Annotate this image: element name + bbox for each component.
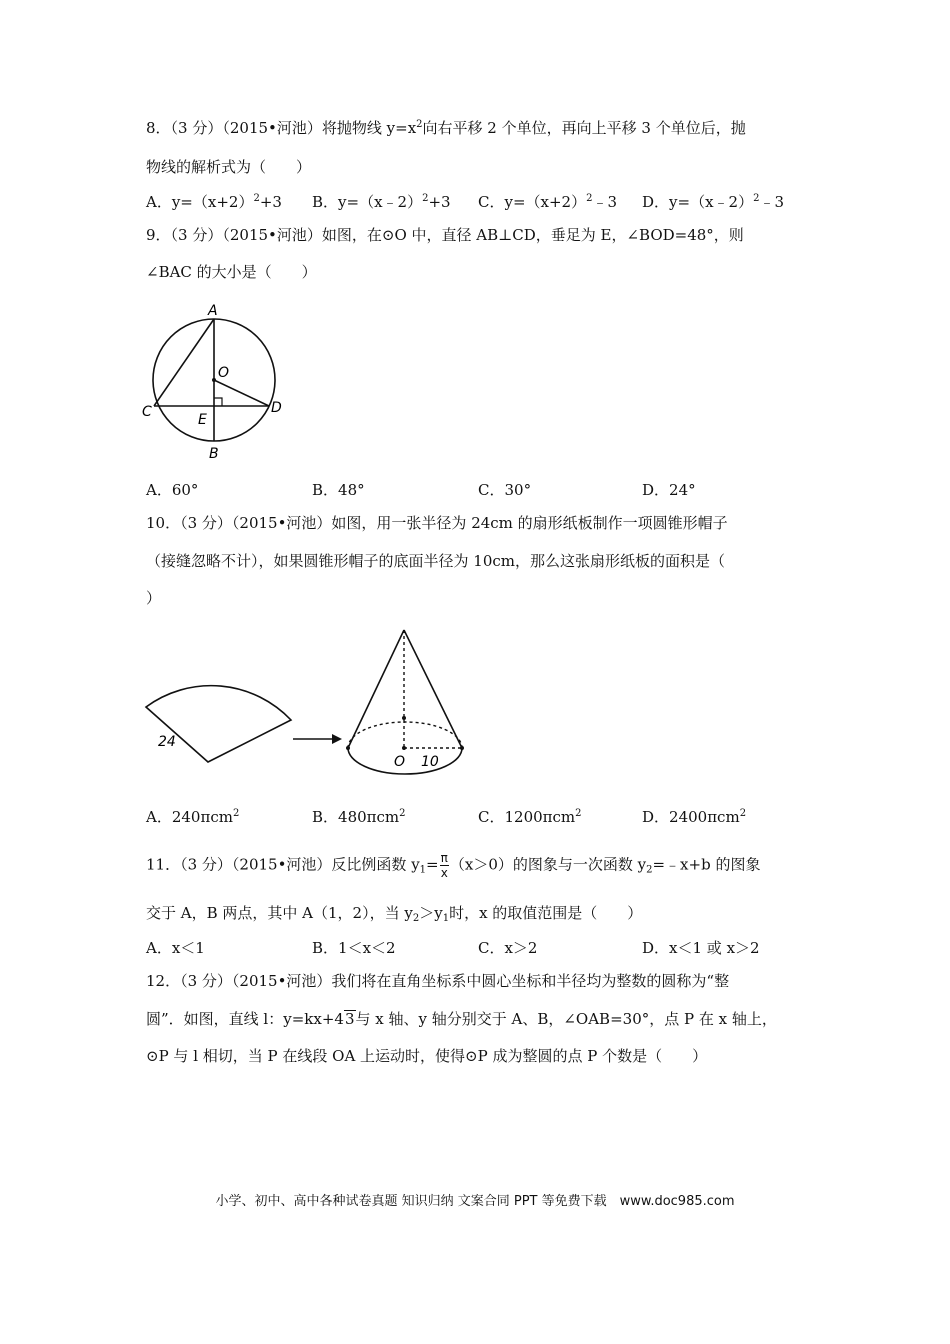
fraction-pi-over-x: $\frac{\pi}{x}$ bbox=[440, 851, 448, 880]
cone-center-point bbox=[402, 746, 406, 750]
q8-option-c: C．$y=(x+2)^2﹣3$ bbox=[478, 193, 618, 211]
q9-stem-line1: 9．（3 分）（2015•河池）如图，在⊙O 中，直径 AB⊥CD，垂足为 E，∠BOD=48°，则 bbox=[146, 226, 744, 244]
q11-option-b: B．1＜x＜2 bbox=[312, 939, 396, 957]
q10-option-b: B．480πcm$^2$ bbox=[312, 808, 406, 826]
label-o: O bbox=[218, 365, 230, 381]
q11-stem-line1: 11．（3 分）（2015•河池）反比例函数 $y_1=$ $\frac{\pi}{x}$ （x＞0）的图象与一次函数 $y_2=﹣x+b$ 的图象 bbox=[146, 851, 761, 880]
page-footer: 小学、初中、高中各种试卷真题 知识归纳 文案合同 PPT 等免费下载 www.doc985.com bbox=[215, 1194, 735, 1209]
q11-option-d: D．x＜1 或 x＞2 bbox=[642, 939, 760, 957]
q8-option-a: A．$y=(x+2)^2+3$ bbox=[146, 193, 282, 211]
q11-option-c: C．x＞2 bbox=[478, 939, 538, 957]
cone-mid-point bbox=[402, 716, 406, 720]
q10-option-a: A．240πcm$^2$ bbox=[146, 808, 240, 826]
label-center-o: O bbox=[394, 754, 406, 770]
q9-circle-figure bbox=[138, 298, 298, 466]
q10-stem-line2: （接缝忽略不计），如果圆锥形帽子的底面半径为 10cm，那么这张扇形纸板的面积是（ bbox=[146, 552, 725, 570]
label-d: D bbox=[271, 400, 282, 416]
label-c: C bbox=[142, 404, 152, 420]
cone-right-edge bbox=[404, 630, 462, 748]
q10-option-c: C．1200πcm$^2$ bbox=[478, 808, 582, 826]
label-a: A bbox=[208, 303, 218, 319]
arrow-head bbox=[332, 734, 342, 744]
q9-option-c: C．30° bbox=[478, 481, 532, 499]
label-sector-radius: 24 bbox=[158, 734, 176, 750]
q10-sector-cone-figure bbox=[138, 622, 478, 782]
cone-right-point bbox=[460, 746, 464, 750]
sector bbox=[146, 686, 291, 762]
q12-stem-line1: 12．（3 分）（2015•河池）我们将在直角坐标系中圆心坐标和半径均为整数的圆称为“整 bbox=[146, 972, 730, 990]
q12-stem-line3: ⊙P 与 l 相切，当 P 在线段 OA 上运动时，使得⊙P 成为整圆的点 P 个数是（ ） bbox=[146, 1047, 708, 1065]
label-base-radius: 10 bbox=[421, 754, 439, 770]
q10-stem-line1: 10．（3 分）（2015•河池）如图，用一张半径为 24cm 的扇形纸板制作一项圆锥形帽子 bbox=[146, 514, 728, 532]
q8-stem-line1: 8．（3 分）（2015•河池）将抛物线 $y=x^2$向右平移 2 个单位，再向上平移 3 个单位后，抛 bbox=[146, 119, 746, 137]
q9-option-a: A．60° bbox=[146, 481, 199, 499]
label-b: B bbox=[209, 446, 219, 462]
q8-option-d: D．y=（x﹣2）$^2$﹣3 bbox=[642, 193, 784, 211]
q8-option-b: B．y=（x﹣2）$^2$+3 bbox=[312, 193, 451, 211]
cone-base-back bbox=[348, 722, 462, 748]
cone-left-edge bbox=[348, 630, 404, 748]
q10-option-d: D．2400πcm$^2$ bbox=[642, 808, 747, 826]
q10-stem-line3: ） bbox=[146, 589, 162, 607]
sqrt-three: 3 bbox=[344, 1010, 355, 1028]
label-e: E bbox=[198, 412, 207, 428]
q9-option-b: B．48° bbox=[312, 481, 365, 499]
q9-stem-line2: ∠BAC 的大小是（ ） bbox=[146, 263, 317, 281]
q11-stem-line2: 交于 A，B 两点，其中 A（1，2），当 $y_2>y_1$时，x 的取值范围是（ ） bbox=[146, 904, 643, 924]
cone-left-point bbox=[346, 746, 350, 750]
q11-option-a: A．x＜1 bbox=[146, 939, 205, 957]
center-point-o bbox=[212, 378, 216, 382]
q9-option-d: D．24° bbox=[642, 481, 696, 499]
right-angle-mark bbox=[214, 398, 222, 406]
segment-ac bbox=[154, 319, 214, 406]
q8-stem-line2: 物线的解析式为（ ） bbox=[146, 158, 312, 176]
q12-stem-line2: 圆”．如图，直线 l：y=kx+43与 x 轴、y 轴分别交于 A、B，∠OAB=30°，点 P 在 x 轴上， bbox=[146, 1010, 777, 1028]
